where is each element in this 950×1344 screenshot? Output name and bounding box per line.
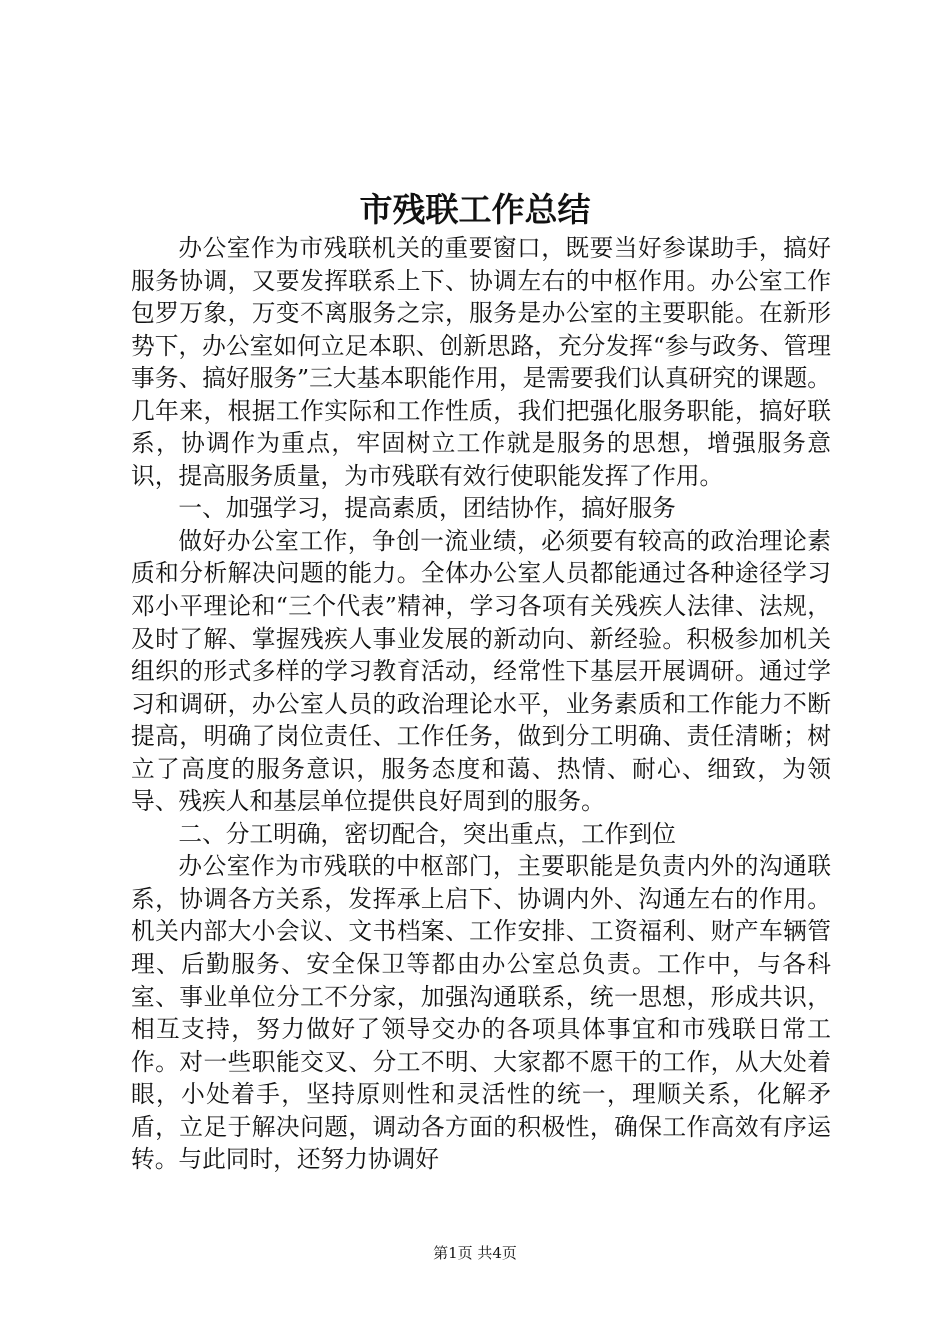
paragraph-section-2: 办公室作为市残联的中枢部门，主要职能是负责内外的沟通联系，协调各方关系，发挥承上启下、协调内外、沟通左右的作用。机关内部大小会议、文书档案、工作安排、工资福利、财产车辆管理、后勤服务、安全保卫等都由办公室总负责。工作中，与各科室、事业单位分工不分家，加强沟通联系，统一思想，形成共识，相互支持，努力做好了领导交办的各项具体事宜和市残联日常工作。对一些职能交叉、分工不明、大家都不愿干的工作，从大处着眼，小处着手，坚持原则性和灵活性的统一，理顺关系，化解矛盾，立足于解决问题，调动各方面的积极性，确保工作高效有序运转。与此同时，还努力协调好 [131, 852, 831, 1174]
paragraph-intro: 办公室作为市残联机关的重要窗口，既要当好参谋助手，搞好服务协调，又要发挥联系上下、协调左右的中枢作用。办公室工作包罗万象，万变不离服务之宗，服务是办公室的主要职能。在新形势下，办公室如何立足本职、创新思路，充分发挥“参与政务、管理事务、搞好服务”三大基本职能作用，是需要我们认真研究的课题。几年来，根据工作实际和工作性质，我们把强化服务职能，搞好联系，协调作为重点，牢固树立工作就是服务的思想，增强服务意识，提高服务质量，为市残联有效行使职能发挥了作用。 [131, 234, 831, 490]
document-title: 市残联工作总结 [359, 190, 591, 229]
paragraph-section-1: 做好办公室工作，争创一流业绩，必须要有较高的政治理论素质和分析解决问题的能力。全体办公室人员都能通过各种途径学习邓小平理论和“三个代表”精神，学习各项有关残疾人法律、法规，及时了解、掌握残疾人事业发展的新动向、新经验。积极参加机关组织的形式多样的学习教育活动，经常性下基层开展调研。通过学习和调研，办公室人员的政治理论水平，业务素质和工作能力不断提高，明确了岗位责任、工作任务，做到分工明确、责任清晰；树立了高度的服务意识，服务态度和蔼、热情、耐心、细致，为领导、残疾人和基层单位提供良好周到的服务。 [131, 526, 831, 816]
section-heading-1: 一、加强学习，提高素质，团结协作，搞好服务 [178, 494, 676, 523]
section-heading-2: 二、分工明确，密切配合，突出重点，工作到位 [178, 819, 676, 848]
page-footer: 第1页 共4页 [433, 1244, 517, 1262]
document-body [131, 232, 831, 1176]
